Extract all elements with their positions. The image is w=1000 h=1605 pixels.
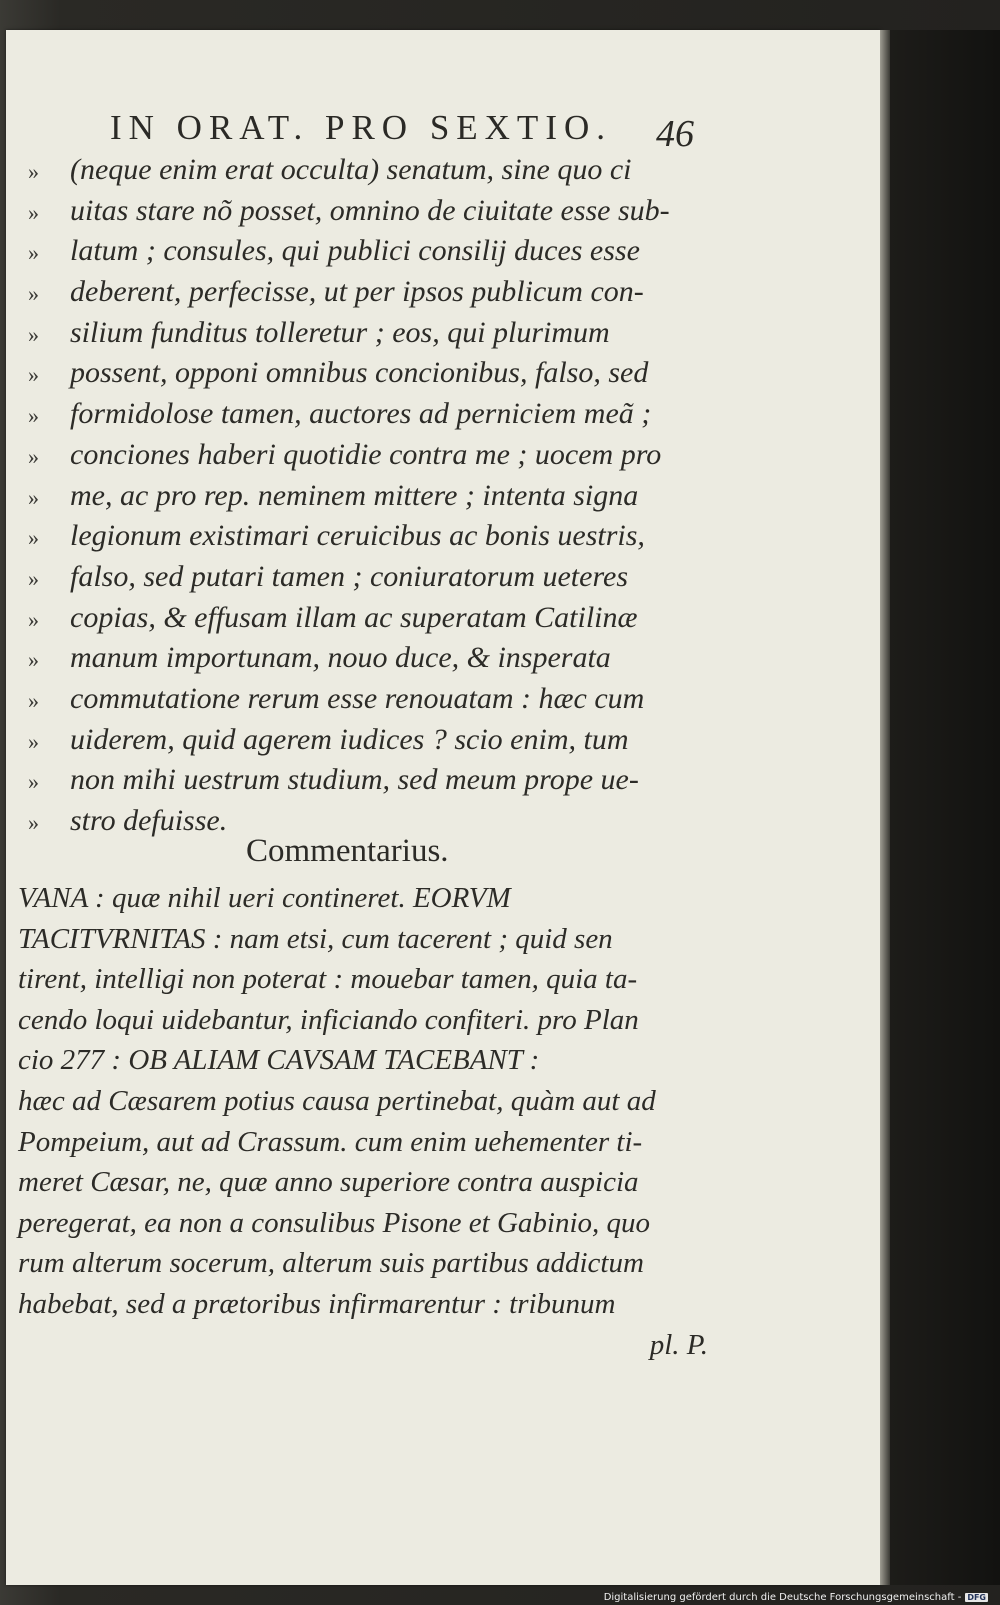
- binding-shadow: [890, 30, 1000, 1585]
- verse-text: non mihi uestrum studium, sed meum prope ue-: [70, 763, 639, 797]
- quotation-marker: »: [28, 687, 39, 713]
- commentary-line: tirent, intelligi non poterat : mouebar tamen, quia ta-: [18, 963, 638, 996]
- dfg-logo: DFG: [967, 1593, 986, 1602]
- verse-text: copias, & effusam illam ac superatam Catilinæ: [70, 600, 638, 634]
- verse-line: [28, 720, 728, 761]
- verse-line: [28, 476, 728, 517]
- quotation-marker: »: [28, 240, 39, 266]
- verse-line: [28, 516, 728, 557]
- quotation-marker: »: [28, 525, 39, 551]
- commentary-line: VANA : quæ nihil ueri contineret. EORVM: [18, 882, 511, 914]
- commentary-heading: Commentarius.: [246, 833, 449, 869]
- quotation-marker: »: [28, 362, 39, 388]
- running-head: IN ORAT. PRO SEXTIO.: [110, 108, 612, 147]
- verse-line: [28, 638, 728, 679]
- quotation-marker: »: [28, 810, 39, 835]
- verse-text: formidolose tamen, auctores ad perniciem meã ;: [70, 397, 652, 431]
- page-edge: [880, 30, 890, 1585]
- verse-text: stro defuisse.: [70, 804, 228, 837]
- verse-text: falso, sed putari tamen ; coniuratorum ueteres: [70, 559, 629, 593]
- verse-line: [28, 435, 728, 476]
- quoted-passage: [28, 150, 728, 842]
- verse-text: silium funditus tolleretur ; eos, qui plurimum: [70, 315, 610, 349]
- commentary-line: TACITVRNITAS : nam etsi, cum tacerent ; quid sen: [18, 922, 613, 955]
- quotation-marker: »: [28, 159, 39, 184]
- verse-line: [28, 679, 728, 720]
- verse-line: [28, 353, 728, 394]
- commentary-line: Pompeium, aut ad Crassum. cum enim uehementer ti-: [18, 1125, 643, 1158]
- commentary-line: cendo loqui uidebantur, inficiando confiteri. pro Plan: [18, 1003, 639, 1036]
- verse-text: (neque enim erat occulta) senatum, sine quo ci: [70, 153, 632, 186]
- verse-text: commutatione rerum esse renouatam : hæc cum: [70, 681, 645, 715]
- verse-text: uiderem, quid agerem iudices ? scio enim, tum: [70, 722, 629, 756]
- commentary-line: hæc ad Cæsarem potius causa pertinebat, quàm aut ad: [18, 1084, 656, 1117]
- digitization-credit: [604, 1592, 988, 1603]
- verse-line: [28, 313, 728, 354]
- quotation-marker: »: [28, 647, 39, 673]
- commentary-line: cio 277 : OB ALIAM CAVSAM TACEBANT :: [18, 1044, 540, 1077]
- verse-line: [28, 598, 728, 639]
- catchword: pl. P.: [649, 1328, 708, 1361]
- quotation-marker: »: [28, 443, 39, 469]
- commentary-line: meret Cæsar, ne, quæ anno superiore contra auspicia: [18, 1166, 639, 1199]
- quotation-marker: »: [28, 565, 39, 591]
- quotation-marker: »: [28, 769, 39, 795]
- credit-text: Digitalisierung gefördert durch die Deutsche Forschungsgemeinschaft -: [603, 1592, 962, 1603]
- commentary-line: habebat, sed a prætoribus infirmarentur : tribunum: [18, 1287, 616, 1320]
- verse-text: deberent, perfecisse, ut per ipsos publicum con-: [70, 275, 644, 309]
- quotation-marker: »: [28, 728, 39, 754]
- quotation-marker: »: [28, 606, 39, 632]
- quotation-marker: »: [28, 484, 39, 510]
- quotation-marker: »: [28, 199, 39, 225]
- verse-line: [28, 231, 728, 272]
- commentary-line: rum alterum socerum, alterum suis partibus addictum: [18, 1247, 644, 1280]
- verse-text: uitas stare nõ posset, omnino de ciuitate esse sub-: [70, 193, 670, 227]
- quotation-marker: »: [28, 403, 39, 429]
- verse-line: [28, 557, 728, 598]
- verse-line: [28, 191, 728, 232]
- verse-text: conciones haberi quotidie contra me ; uocem pro: [70, 437, 662, 471]
- quotation-marker: »: [28, 281, 39, 307]
- verse-text: legionum existimari ceruicibus ac bonis uestris,: [70, 519, 645, 553]
- verse-line: [28, 150, 728, 191]
- commentary-line: peregerat, ea non a consulibus Pisone et Gabinio, quo: [18, 1206, 651, 1239]
- verse-text: me, ac pro rep. neminem mittere ; intenta signa: [70, 478, 639, 512]
- verse-line: [28, 272, 728, 313]
- verse-text: manum importunam, nouo duce, & insperata: [70, 641, 611, 675]
- page-number: 46: [656, 113, 694, 155]
- verse-text: possent, opponi omnibus concionibus, falso, sed: [70, 356, 649, 390]
- commentary-text: [18, 878, 708, 1365]
- verse-line: [28, 394, 728, 435]
- verse-text: latum ; consules, qui publici consilij duces esse: [70, 234, 640, 268]
- quotation-marker: »: [28, 321, 39, 347]
- verse-line: [28, 760, 728, 801]
